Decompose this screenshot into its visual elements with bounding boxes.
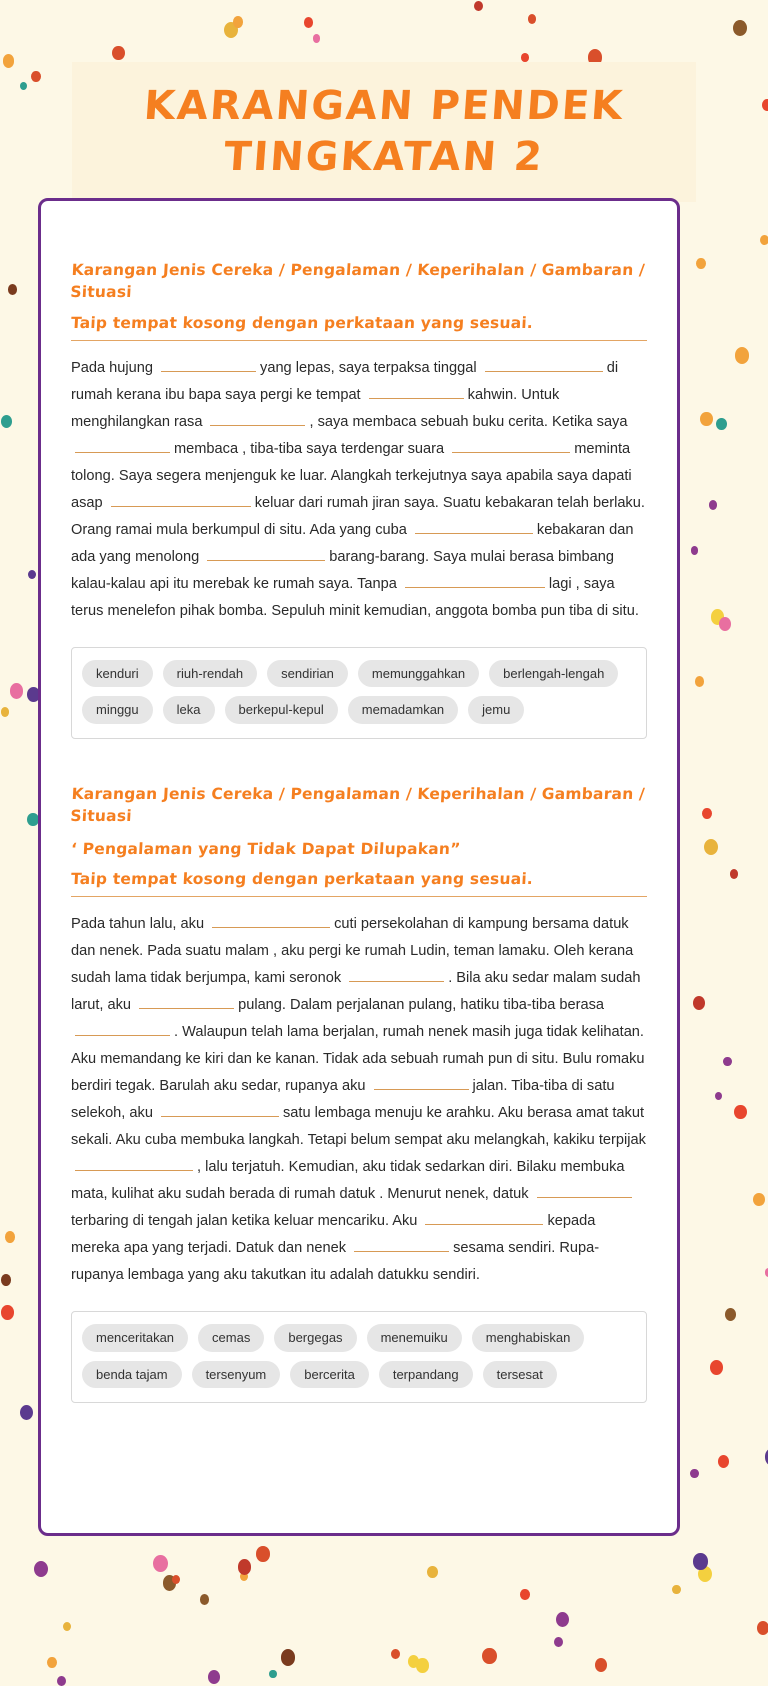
word-bank-chip[interactable]: terpandang (379, 1361, 473, 1389)
passage-text: . Bila aku sedar malam sudah larut, aku (71, 970, 641, 1014)
section-heading: Karangan Jenis Cereka / Pengalaman / Keperihalan / Gambaran / Situasi (69, 261, 646, 302)
answer-blank-1[interactable] (212, 912, 330, 928)
confetti-dot (208, 1670, 220, 1684)
word-bank-chip[interactable]: menemuiku (367, 1324, 462, 1352)
answer-blank-3[interactable] (369, 383, 464, 399)
passage-text: terbaring di tengah jalan ketika keluar mencariku. Aku (71, 1213, 422, 1230)
confetti-dot (730, 869, 738, 879)
word-bank-chip[interactable]: cemas (198, 1324, 264, 1352)
confetti-dot (734, 1105, 746, 1119)
confetti-dot (554, 1637, 563, 1647)
confetti-dot (240, 1572, 248, 1581)
confetti-dot (256, 1546, 269, 1561)
confetti-dot (1, 707, 9, 716)
section-spacer (71, 739, 647, 783)
section-instruction: Taip tempat kosong dengan perkataan yang sesuai. (70, 870, 534, 889)
confetti-dot (700, 412, 712, 426)
passage-text: kahwin. Untuk menghilangkan rasa (71, 386, 560, 430)
confetti-dot (757, 1621, 768, 1635)
confetti-dot (47, 1657, 57, 1668)
confetti-dot (163, 1575, 176, 1591)
answer-blank-2[interactable] (349, 966, 444, 982)
sections-container (41, 201, 677, 1423)
answer-blank-8[interactable] (537, 1182, 632, 1198)
answer-blank-6[interactable] (161, 1101, 279, 1117)
confetti-dot (762, 99, 768, 111)
confetti-dot (20, 1405, 33, 1420)
passage-text: Pada tahun lalu, aku (71, 916, 209, 933)
confetti-dot (556, 1612, 569, 1627)
confetti-dot (1, 1274, 11, 1286)
word-bank-chip[interactable]: bergegas (274, 1324, 356, 1352)
word-bank-chip[interactable]: sendirian (267, 660, 348, 688)
confetti-dot (224, 22, 238, 38)
answer-blank-6[interactable] (452, 437, 570, 453)
section-heading: Karangan Jenis Cereka / Pengalaman / Keperihalan / Gambaran / Situasi (69, 784, 646, 826)
worksheet-section (71, 783, 647, 1403)
answer-blank-7[interactable] (75, 1155, 193, 1171)
word-bank-chip[interactable]: riuh-rendah (163, 660, 258, 688)
passage-text: pulang. Dalam perjalanan pulang, hatiku tiba-tiba berasa (238, 997, 604, 1014)
confetti-dot (8, 284, 18, 295)
section-divider (71, 896, 647, 897)
passage-text: , lalu terjatuh. Kemudian, aku tidak sedarkan diri. Bilaku membuka mata, kulihat aku sudah berada di rumah datuk . Menurut nenek, datuk (71, 1159, 625, 1203)
confetti-dot (718, 1455, 729, 1468)
confetti-dot (269, 1670, 276, 1678)
confetti-dot (710, 1360, 723, 1375)
confetti-dot (723, 1057, 731, 1066)
confetti-dot (27, 813, 38, 826)
confetti-dot (20, 82, 27, 90)
confetti-dot (3, 54, 15, 67)
word-bank-chip[interactable]: benda tajam (82, 1361, 182, 1389)
answer-blank-3[interactable] (139, 993, 234, 1009)
word-bank-chip[interactable]: berkepul-kepul (225, 696, 338, 724)
section-divider (71, 340, 647, 341)
word-bank-chip[interactable]: leka (163, 696, 215, 724)
confetti-dot (233, 16, 243, 27)
confetti-dot (690, 1469, 698, 1479)
answer-blank-9[interactable] (425, 1209, 543, 1225)
confetti-dot (528, 14, 537, 24)
word-bank-chip[interactable]: tersenyum (192, 1361, 281, 1389)
confetti-dot (704, 839, 718, 855)
passage-text: yang lepas, saya terpaksa tinggal (260, 359, 481, 376)
confetti-dot (474, 1, 483, 12)
confetti-dot (238, 1559, 251, 1574)
passage-text: jalan. Tiba-tiba di satu selekoh, aku (71, 1078, 615, 1122)
confetti-dot (31, 71, 41, 82)
word-bank-chip[interactable]: jemu (468, 696, 524, 724)
confetti-dot (733, 20, 747, 36)
passage-text: lagi , saya terus menelefon pihak bomba. Sepuluh minit kemudian, anggota bomba pun tiba di situ. (71, 575, 639, 619)
confetti-dot (702, 808, 712, 819)
section-subtitle: ‘ Pengalaman yang Tidak Dapat Dilupakan” (70, 839, 462, 858)
confetti-dot (313, 34, 320, 42)
word-bank-chip[interactable]: menceritakan (82, 1324, 188, 1352)
answer-blank-2[interactable] (485, 356, 603, 372)
confetti-dot (200, 1594, 209, 1605)
confetti-dot (408, 1655, 419, 1668)
word-bank (71, 647, 647, 739)
confetti-dot (10, 683, 24, 699)
confetti-dot (304, 17, 313, 28)
word-bank-chip[interactable]: tersesat (483, 1361, 557, 1389)
confetti-dot (34, 1561, 48, 1577)
passage-text: kepada mereka apa yang terjadi. Datuk dan nenek (71, 1213, 596, 1257)
word-bank-chip[interactable]: minggu (82, 696, 153, 724)
confetti-dot (753, 1193, 765, 1207)
confetti-dot (695, 676, 705, 687)
passage-text: Pada hujung (71, 359, 158, 376)
answer-blank-8[interactable] (415, 518, 533, 534)
passage-text: barang-barang. Saya mulai berasa bimbang kalau-kalau api itu merebak ke rumah saya. Tanpa (71, 548, 615, 592)
confetti-dot (391, 1649, 400, 1659)
word-bank-chip[interactable]: memunggahkan (358, 660, 479, 688)
confetti-dot (521, 53, 528, 62)
passage-text: , saya membaca sebuah buku cerita. Ketika saya (309, 413, 628, 430)
answer-blank-10[interactable] (354, 1236, 449, 1252)
confetti-dot (715, 1092, 722, 1100)
passage-text: satu lembaga menuju ke arahku. Aku berasa amat takut sekali. Aku cuba membuka langkah. Tetapi belum sempat aku melangkah, kakiku terpijak (71, 1105, 646, 1149)
answer-blank-10[interactable] (405, 572, 545, 588)
section-instruction: Taip tempat kosong dengan perkataan yang sesuai. (70, 313, 534, 332)
word-bank-chip[interactable]: menghabiskan (472, 1324, 585, 1352)
confetti-dot (1, 1305, 14, 1319)
confetti-dot (725, 1308, 736, 1321)
answer-blank-4[interactable] (210, 410, 305, 426)
title-banner (72, 62, 696, 202)
worksheet-sheet (38, 198, 680, 1536)
confetti-dot (691, 546, 699, 555)
passage-text: . Walaupun telah lama berjalan, rumah nenek masih juga tidak kelihatan. Aku memandang ke kiri dan ke kanan. Tidak ada sebuah rumah pun di situ. Bulu romaku berdiri tegak. Barulah aku sedar, rupanya aku (71, 1024, 645, 1095)
word-bank-chip[interactable]: bercerita (290, 1361, 369, 1389)
page-title-line-1: KARANGAN PENDEK (142, 82, 626, 129)
confetti-dot (760, 235, 768, 245)
answer-blank-5[interactable] (75, 437, 170, 453)
confetti-dot (57, 1676, 66, 1686)
confetti-dot (711, 609, 725, 625)
confetti-dot (716, 418, 727, 430)
confetti-dot (709, 500, 717, 510)
passage-text: di rumah kerana ibu bapa saya pergi ke tempat (71, 359, 619, 403)
cloze-passage (71, 355, 647, 625)
answer-blank-5[interactable] (374, 1074, 469, 1090)
passage-text: membaca , tiba-tiba saya terdengar suara (174, 440, 449, 457)
confetti-dot (63, 1622, 71, 1631)
answer-blank-7[interactable] (111, 491, 251, 507)
confetti-dot (735, 347, 750, 364)
passage-text: sesama sendiri. Rupa-rupanya lembaga yang aku takutkan itu adalah datukku sendiri. (71, 1240, 600, 1284)
worksheet-section (71, 259, 647, 739)
confetti-dot (672, 1585, 681, 1595)
confetti-dot (5, 1231, 15, 1243)
passage-text: cuti persekolahan di kampung bersama datuk dan nenek. Pada suatu malam , aku pergi ke rumah Ludin, teman lamaku. Oleh kerana sudah lama tidak berjumpa, kami seronok (71, 916, 634, 987)
word-bank-chip[interactable]: berlengah-lengah (489, 660, 618, 688)
confetti-dot (698, 1566, 712, 1583)
confetti-dot (719, 617, 731, 631)
word-bank-chip[interactable]: kenduri (82, 660, 153, 688)
cloze-passage (71, 911, 647, 1289)
answer-blank-1[interactable] (161, 356, 256, 372)
confetti-dot (28, 570, 36, 579)
confetti-dot (1, 415, 12, 428)
word-bank (71, 1311, 647, 1403)
passage-text: meminta tolong. Saya segera menjenguk ke luar. Alangkah terkejutnya saya apabila saya dapati asap (71, 440, 632, 511)
confetti-dot (595, 1658, 607, 1672)
word-bank-chip[interactable]: memadamkan (348, 696, 458, 724)
confetti-dot (696, 258, 706, 269)
passage-text: keluar dari rumah jiran saya. Suatu kebakaran telah berlaku. Orang ramai mula berkumpul di situ. Ada yang cuba (71, 494, 645, 538)
confetti-dot (520, 1589, 529, 1600)
confetti-dot (693, 996, 705, 1010)
confetti-dot (281, 1649, 295, 1666)
confetti-dot (482, 1648, 496, 1664)
confetti-dot (693, 1553, 707, 1570)
confetti-dot (153, 1555, 168, 1572)
confetti-dot (427, 1566, 438, 1578)
confetti-dot (416, 1658, 428, 1672)
confetti-dot (172, 1575, 180, 1585)
confetti-dot (112, 46, 125, 61)
answer-blank-4[interactable] (75, 1020, 170, 1036)
passage-text: kebakaran dan ada yang menolong (71, 521, 634, 565)
page-title-line-2: TINGKATAN 2 (222, 134, 546, 180)
answer-blank-9[interactable] (207, 545, 325, 561)
